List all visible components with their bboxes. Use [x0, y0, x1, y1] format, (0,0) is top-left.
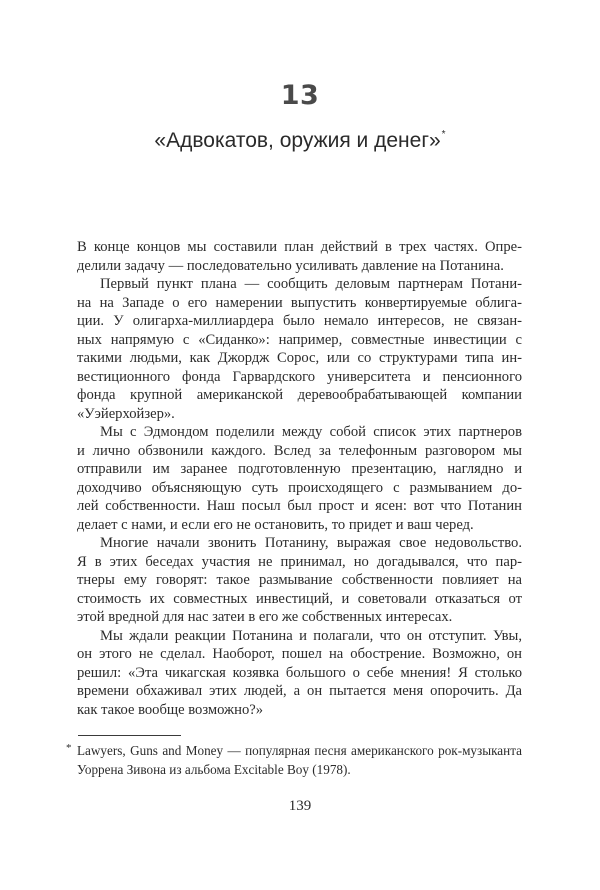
body-line: и лично обзвонили каждого. Вслед за телефонным разговором мы — [77, 442, 522, 459]
body-line: В конце концов мы составили план действий в трех частях. Опре- — [77, 239, 522, 255]
body-line: доходчиво объясняющую суть происходящего с размыванием до- — [77, 479, 522, 496]
body-line: Мы ждали реакции Потанина и полагали, что он отступит. Увы, — [100, 627, 522, 644]
footnote — [66, 742, 522, 780]
body-line: делили задачу — последовательно усиливать давление на Потанина. — [77, 257, 504, 274]
chapter-title — [0, 129, 600, 153]
body-line: делает с нами, и если его не остановить, то придет и ваш черед. — [77, 516, 474, 533]
chapter-number: 13 — [280, 80, 320, 111]
footnote-mark: * — [66, 742, 72, 754]
body-line: вестиционного фонда Гарвардского университета и пенсионного — [77, 368, 522, 385]
body-line: времени обхаживал этих людей, а он пытается меня опорочить. Да — [77, 683, 522, 699]
footnote-line: Lawyers, Guns and Money — популярная песня американского рок-музыканта — [77, 743, 522, 758]
body-line: «Уэйерхойзер». — [77, 405, 175, 422]
body-line: Мы с Эдмондом поделили между собой список этих партнеров — [100, 424, 522, 440]
body-line: он этого не сделал. Наоборот, пошел на обострение. Возможно, он — [77, 646, 522, 662]
body-line: фонда крупной американской деревообрабатывающей компании — [77, 387, 522, 403]
footnote-line: Уоррена Зивона из альбома Excitable Boy (1978). — [77, 761, 351, 777]
body-text — [77, 238, 522, 719]
body-line: этой вредной для нас затеи в его же собственных интересах. — [77, 609, 453, 625]
body-line: Многие начали звонить Потанину, выражая свое недовольство. — [100, 535, 522, 551]
body-line: на на Западе о его намерении выпустить конвертируемые облига- — [77, 294, 522, 311]
body-line: ных напрямую с «Сиданко»: например, совместные инвестиции с — [77, 331, 522, 348]
footnote-divider — [78, 735, 181, 736]
page-number: 139 — [288, 798, 312, 814]
chapter-title-text: «Адвокатов, оружия и денег» — [154, 129, 441, 152]
footnote-reference-mark: * — [441, 129, 446, 140]
body-line: решил: «Эта чикагская козявка большого о себе мнения! Я столько — [77, 664, 522, 681]
body-line: отправили им заранее подготовленную презентацию, наглядно и — [77, 461, 522, 477]
body-line: тнеры ему говорят: такое размывание собственности повлияет на — [77, 572, 522, 588]
body-line: как такое вообще возможно?» — [77, 701, 264, 718]
body-line: Первый пункт плана — сообщить деловым партнерам Потани- — [100, 276, 522, 292]
body-line: стоимость их совместных инвестиций, и советовали отказаться от — [77, 590, 522, 607]
body-line: ции. У олигарха-миллиардера было немало интересов, не связан- — [77, 313, 522, 329]
body-line: лей собственности. Наш посыл был прост и ясен: вот что Потанин — [77, 498, 522, 514]
body-line: такими людьми, как Джордж Сорос, или со структурами типа ин- — [77, 350, 522, 366]
body-line: Я в этих беседах участия не принимал, но догадывался, что пар- — [77, 553, 522, 570]
